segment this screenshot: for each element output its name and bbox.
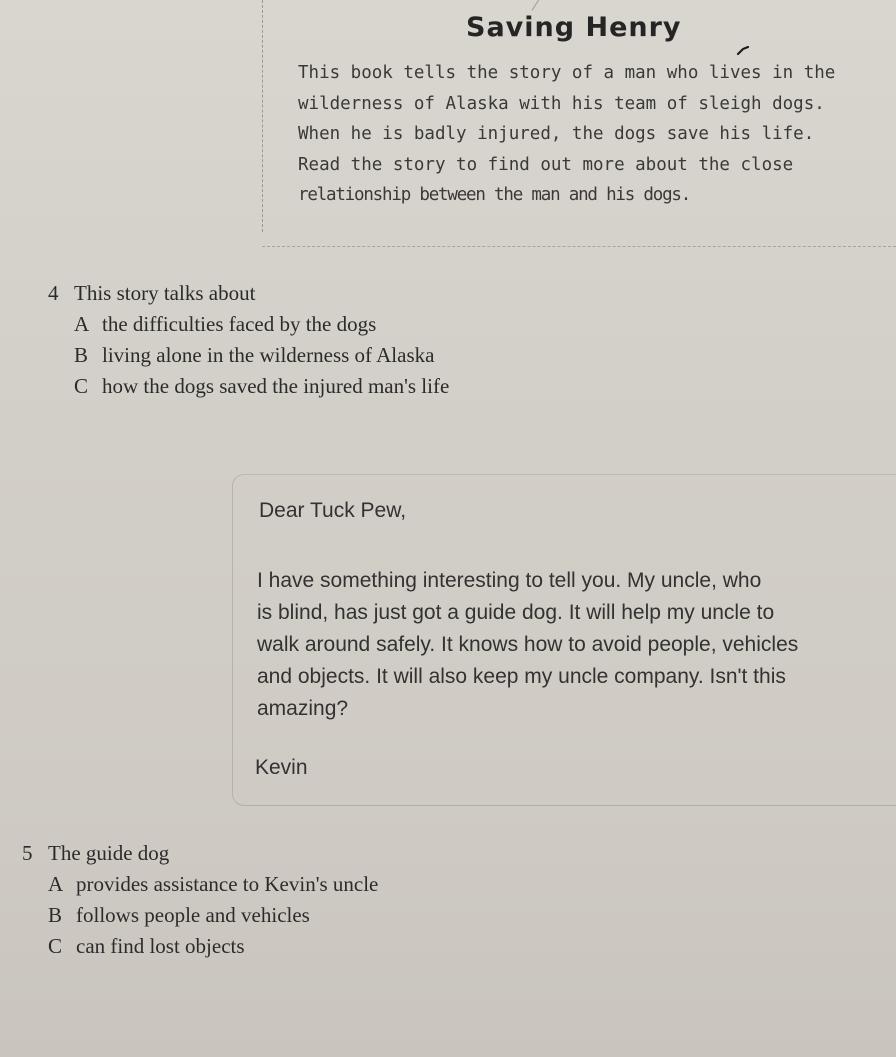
book-summary-card	[262, 0, 896, 250]
option-a[interactable]	[22, 869, 378, 900]
book-blurb	[298, 58, 888, 211]
letter-body	[257, 565, 896, 725]
pen-tick-mark	[736, 46, 750, 56]
question-stem	[22, 838, 378, 869]
question-number: 5	[22, 841, 33, 865]
option-b[interactable]	[48, 340, 449, 371]
letter-signature: Kevin	[255, 756, 308, 779]
letter-line: and objects. It will also keep my uncle company. Isn't this	[257, 665, 786, 688]
letter-line: I have something interesting to tell you. My uncle, who	[257, 569, 762, 592]
book-title: Saving Henry	[466, 12, 682, 43]
blurb-line: When he is badly injured, the dogs save his life.	[298, 124, 815, 144]
question-text: The guide dog	[48, 841, 170, 865]
letter-line: is blind, has just got a guide dog. It will help my uncle to	[257, 601, 775, 624]
option-text: the difficulties faced by the dogs	[102, 312, 377, 336]
option-letter: B	[74, 343, 89, 367]
blurb-line: wilderness of Alaska with his team of sleigh dogs.	[298, 93, 825, 114]
blurb-line: relationship between the man and his dogs.	[298, 185, 691, 205]
letter-line: amazing?	[257, 697, 349, 720]
blurb-line: Read the story to find out more about the close	[298, 154, 794, 175]
letter-card	[232, 474, 896, 806]
card-fold-line	[532, 0, 565, 11]
option-letter: C	[48, 934, 63, 958]
option-c[interactable]	[22, 931, 378, 962]
card-border-bottom	[262, 246, 896, 247]
blurb-line: This book tells the story of a man who lives in the	[298, 63, 836, 83]
option-letter: B	[48, 903, 63, 927]
option-a[interactable]	[48, 309, 449, 340]
letter-greeting: Dear Tuck Pew,	[259, 499, 407, 522]
question-number: 4	[48, 281, 59, 305]
question-stem	[48, 278, 449, 309]
question-5	[22, 838, 378, 962]
option-letter: C	[74, 374, 89, 398]
option-text: living alone in the wilderness of Alaska	[102, 343, 435, 367]
option-text: provides assistance to Kevin's uncle	[76, 872, 379, 896]
option-letter: A	[48, 872, 64, 896]
option-text: how the dogs saved the injured man's life	[102, 374, 450, 398]
card-border-left	[262, 0, 263, 232]
question-4	[48, 278, 449, 402]
option-c[interactable]	[48, 371, 449, 402]
letter-line: walk around safely. It knows how to avoid people, vehicles	[257, 633, 799, 656]
question-text: This story talks about	[74, 281, 256, 305]
option-text: follows people and vehicles	[76, 903, 310, 927]
option-text: can find lost objects	[76, 934, 245, 958]
option-letter: A	[74, 312, 90, 336]
option-b[interactable]	[22, 900, 378, 931]
